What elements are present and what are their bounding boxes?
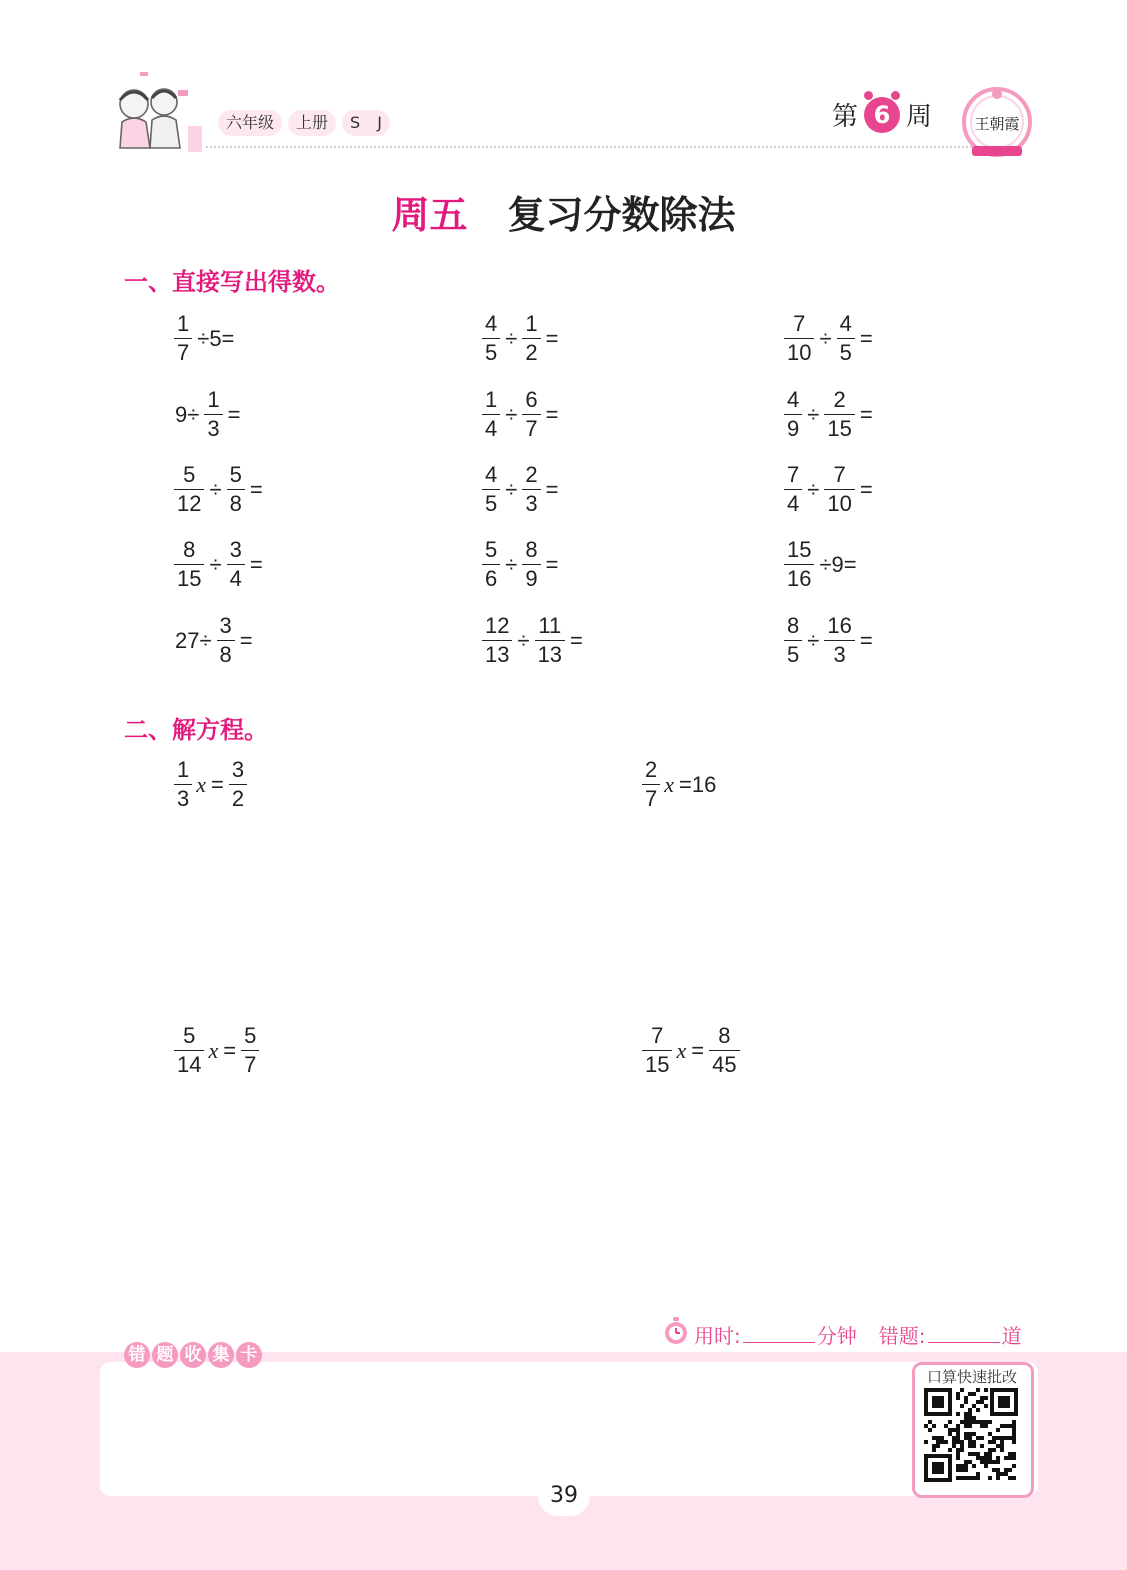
problem-item [172, 461, 266, 518]
numerator: 7 [787, 462, 800, 487]
logo-seal-icon [960, 84, 1034, 160]
card-label-char: 卡 [236, 1342, 262, 1368]
fraction [217, 612, 235, 669]
numerator: 7 [793, 311, 806, 336]
operator: = [859, 627, 873, 653]
operator: ÷ [517, 627, 530, 653]
operator: ÷ [807, 476, 820, 502]
time-unit: 分钟 [816, 1324, 857, 1348]
errors-label: 错题: [878, 1324, 926, 1348]
operator: 27÷ [175, 627, 212, 653]
card-label-char: 题 [152, 1342, 178, 1368]
operator: = [859, 401, 873, 427]
numerator: 4 [787, 387, 800, 412]
fraction [174, 756, 192, 813]
qr-code-icon[interactable] [924, 1388, 1018, 1482]
problem-item [480, 612, 586, 669]
card-label [124, 1342, 262, 1370]
numerator: 1 [207, 387, 220, 412]
denominator: 12 [177, 491, 202, 516]
card-label-char: 错 [124, 1342, 150, 1368]
denominator: 4 [229, 566, 242, 591]
section2-heading: 二、解方程。 [124, 716, 268, 744]
operator: ÷9= [819, 551, 857, 577]
fraction [204, 386, 222, 443]
fraction [784, 461, 802, 518]
numerator: 5 [229, 462, 242, 487]
denominator: 15 [177, 566, 202, 591]
numerator: 8 [183, 537, 196, 562]
denominator: 15 [827, 416, 852, 441]
numerator: 3 [219, 613, 232, 638]
denominator: 3 [833, 642, 846, 667]
numerator: 8 [787, 613, 800, 638]
denominator: 8 [219, 642, 232, 667]
errors-blank[interactable] [928, 1342, 1000, 1343]
denominator: 7 [177, 340, 190, 365]
timer-icon [662, 1316, 690, 1346]
problem-item [782, 310, 876, 367]
equation-item [172, 1022, 261, 1079]
fraction [482, 310, 500, 367]
denominator: 45 [712, 1052, 737, 1077]
fraction [522, 386, 540, 443]
operator: ÷ [505, 551, 518, 577]
fraction [837, 310, 855, 367]
problem-item [480, 461, 561, 518]
numerator: 8 [525, 537, 538, 562]
problem-item [782, 386, 876, 443]
problem-item [172, 536, 266, 593]
numerator: 2 [645, 757, 658, 782]
fraction [227, 461, 245, 518]
numerator: 11 [538, 613, 562, 638]
week-prefix: 第 [832, 102, 859, 132]
fraction [229, 756, 247, 813]
operator: = [545, 551, 559, 577]
card-label-char: 集 [208, 1342, 234, 1368]
numerator: 5 [485, 537, 498, 562]
grade-chips [218, 110, 390, 136]
numerator: 1 [177, 311, 190, 336]
fraction [522, 461, 540, 518]
qr-caption: 口算快速批改 [926, 1368, 1017, 1386]
fraction [642, 1022, 672, 1079]
numerator: 5 [183, 1023, 196, 1048]
title-topic: 复习分数除法 [507, 193, 736, 237]
denominator: 2 [231, 786, 245, 811]
denominator: 9 [787, 416, 800, 441]
numerator: 12 [485, 613, 510, 638]
problem-item [172, 310, 237, 367]
fraction [241, 1022, 259, 1079]
denominator: 3 [525, 491, 538, 516]
operator: 9÷ [175, 401, 200, 427]
fraction [174, 310, 192, 367]
denominator: 5 [485, 340, 498, 365]
denominator: 15 [645, 1052, 670, 1077]
equation-item [640, 756, 719, 813]
operator: = [570, 627, 583, 653]
numerator: 15 [787, 537, 812, 562]
problem-item [172, 612, 256, 669]
variable: x [676, 1037, 687, 1063]
operator: =16 [679, 771, 717, 797]
week-indicator [832, 96, 932, 133]
fraction [522, 310, 540, 367]
operator: = [227, 401, 241, 427]
page-title [0, 184, 1127, 239]
fraction [227, 536, 245, 593]
operator: = [859, 476, 873, 502]
numerator: 2 [833, 387, 846, 412]
numerator: 2 [525, 462, 538, 487]
operator: = [211, 771, 224, 797]
edition-chip: S J [342, 110, 390, 136]
time-label: 用时: [694, 1324, 741, 1348]
operator: ÷ [209, 476, 222, 502]
numerator: 1 [525, 311, 538, 336]
equation-item [172, 756, 249, 813]
fraction [174, 461, 204, 518]
fraction [709, 1022, 739, 1079]
operator: ÷ [209, 551, 222, 577]
operator: = [545, 476, 559, 502]
numerator: 1 [485, 387, 498, 412]
denominator: 6 [485, 566, 498, 591]
denominator: 14 [177, 1052, 202, 1077]
denominator: 7 [645, 786, 658, 811]
operator: ÷ [505, 476, 518, 502]
operator: ÷ [505, 401, 518, 427]
fraction [174, 1022, 204, 1079]
fraction [784, 612, 802, 669]
fraction [522, 536, 540, 593]
numerator: 4 [485, 311, 498, 336]
numerator: 4 [485, 462, 498, 487]
denominator: 9 [525, 566, 538, 591]
problem-item [172, 386, 243, 443]
equation-item [640, 1022, 742, 1079]
week-number: 6 [873, 100, 891, 129]
problem-item [480, 310, 561, 367]
fraction [784, 386, 802, 443]
numerator: 3 [231, 757, 245, 782]
denominator: 8 [229, 491, 242, 516]
logo-text: 王朝霞 [974, 115, 1020, 133]
section1-heading: 一、直接写出得数。 [124, 268, 340, 296]
denominator: 3 [177, 786, 190, 811]
errors-unit: 道 [1001, 1324, 1022, 1348]
fraction [482, 612, 512, 669]
kids-illustration-icon [104, 70, 206, 154]
title-day: 周五 [391, 193, 468, 237]
numerator: 4 [839, 311, 852, 336]
numerator: 16 [827, 613, 852, 638]
denominator: 5 [485, 491, 498, 516]
denominator: 10 [827, 491, 852, 516]
numerator: 7 [833, 462, 846, 487]
numerator: 6 [525, 387, 538, 412]
alarm-clock-icon [864, 97, 900, 133]
time-blank[interactable] [743, 1342, 815, 1343]
operator: ÷5= [197, 325, 235, 351]
numerator: 8 [718, 1023, 731, 1048]
variable: x [196, 771, 207, 797]
problem-item [782, 461, 876, 518]
operator: = [859, 325, 873, 351]
numerator: 5 [183, 462, 196, 487]
denominator: 4 [787, 491, 800, 516]
problem-item [480, 536, 561, 593]
fraction [642, 756, 660, 813]
fraction [482, 386, 500, 443]
fraction [824, 461, 854, 518]
denominator: 7 [525, 416, 538, 441]
operator: = [239, 627, 253, 653]
problem-item [782, 612, 876, 669]
denominator: 10 [787, 340, 812, 365]
fraction [535, 612, 565, 669]
operator: = [249, 476, 263, 502]
problem-item [782, 536, 860, 593]
numerator: 5 [244, 1023, 257, 1048]
denominator: 5 [787, 642, 800, 667]
operator: = [691, 1037, 705, 1063]
time-record [694, 1320, 1022, 1349]
operator: ÷ [505, 325, 518, 351]
page-number: 39 [538, 1476, 590, 1516]
denominator: 3 [207, 416, 220, 441]
operator: ÷ [807, 401, 820, 427]
variable: x [208, 1037, 219, 1063]
operator: = [545, 401, 559, 427]
denominator: 13 [537, 642, 563, 667]
operator: ÷ [807, 627, 820, 653]
fraction [784, 536, 814, 593]
denominator: 4 [485, 416, 498, 441]
fraction [482, 536, 500, 593]
operator: = [223, 1037, 237, 1063]
fraction [824, 386, 854, 443]
denominator: 2 [525, 340, 538, 365]
week-suffix: 周 [906, 102, 933, 132]
numerator: 3 [229, 537, 242, 562]
operator: = [249, 551, 263, 577]
fraction [482, 461, 500, 518]
denominator: 7 [244, 1052, 257, 1077]
numerator: 1 [177, 757, 190, 782]
problem-item [480, 386, 561, 443]
volume-chip: 上册 [288, 110, 336, 136]
fraction [174, 536, 204, 593]
grade-chip: 六年级 [218, 110, 282, 136]
card-label-char: 收 [180, 1342, 206, 1368]
header-divider [206, 146, 996, 148]
operator: ÷ [819, 325, 832, 351]
operator: = [545, 325, 559, 351]
fraction [784, 310, 814, 367]
fraction [824, 612, 854, 669]
denominator: 5 [839, 340, 852, 365]
variable: x [664, 771, 675, 797]
denominator: 13 [485, 642, 510, 667]
numerator: 7 [651, 1023, 664, 1048]
denominator: 16 [787, 566, 812, 591]
